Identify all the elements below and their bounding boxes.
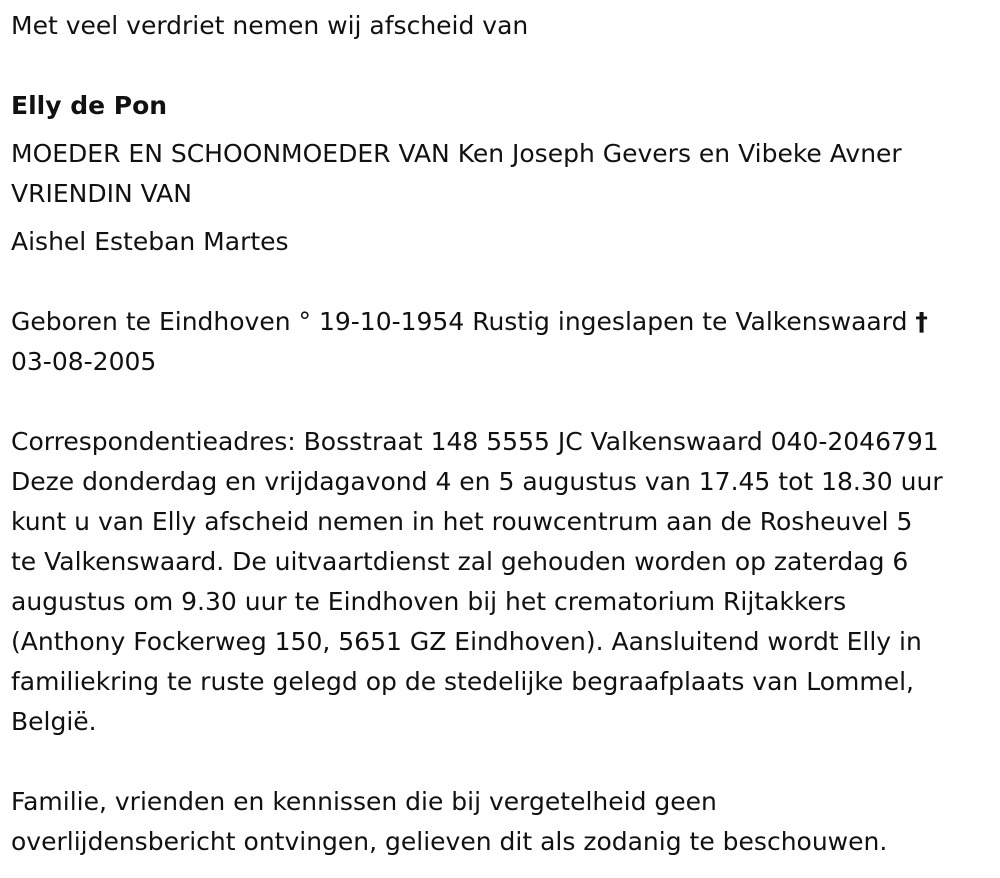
paragraph-line: (Anthony Fockerweg 150, 5651 GZ Eindhoven). Aansluitend wordt Elly in <box>11 627 922 656</box>
intro-text: Met veel verdriet nemen wij afscheid van <box>11 11 529 40</box>
paragraph-line: België. <box>11 707 97 736</box>
relation-line-1: MOEDER EN SCHOONMOEDER VAN Ken Joseph Gevers en Vibeke Avner <box>11 139 902 168</box>
cross-icon: † <box>915 307 928 336</box>
paragraph-line: Deze donderdag en vrijdagavond 4 en 5 augustus van 17.45 tot 18.30 uur <box>11 467 943 496</box>
paragraph-line: Correspondentieadres: Bosstraat 148 5555 JC Valkenswaard 040-2046791 <box>11 427 939 456</box>
deceased-name: Elly de Pon <box>11 91 168 120</box>
friend-name: Aishel Esteban Martes <box>11 227 289 256</box>
death-date: 03-08-2005 <box>11 347 157 376</box>
closing-line: overlijdensbericht ontvingen, gelieven dit als zodanig te beschouwen. <box>11 827 888 856</box>
paragraph-line: te Valkenswaard. De uitvaartdienst zal gehouden worden op zaterdag 6 <box>11 547 909 576</box>
paragraph-line: augustus om 9.30 uur te Eindhoven bij het crematorium Rijtakkers <box>11 587 847 616</box>
relation-line-2: VRIENDIN VAN <box>11 179 192 208</box>
closing-line: Familie, vrienden en kennissen die bij vergetelheid geen <box>11 787 717 816</box>
paragraph-line: kunt u van Elly afscheid nemen in het rouwcentrum aan de Rosheuvel 5 <box>11 507 913 536</box>
birth-death-line <box>11 302 928 342</box>
paragraph-line: familiekring te ruste gelegd op de stedelijke begraafplaats van Lommel, <box>11 667 914 696</box>
birth-text: Geboren te Eindhoven ° 19-10-1954 Rustig ingeslapen te Valkenswaard <box>11 307 908 336</box>
